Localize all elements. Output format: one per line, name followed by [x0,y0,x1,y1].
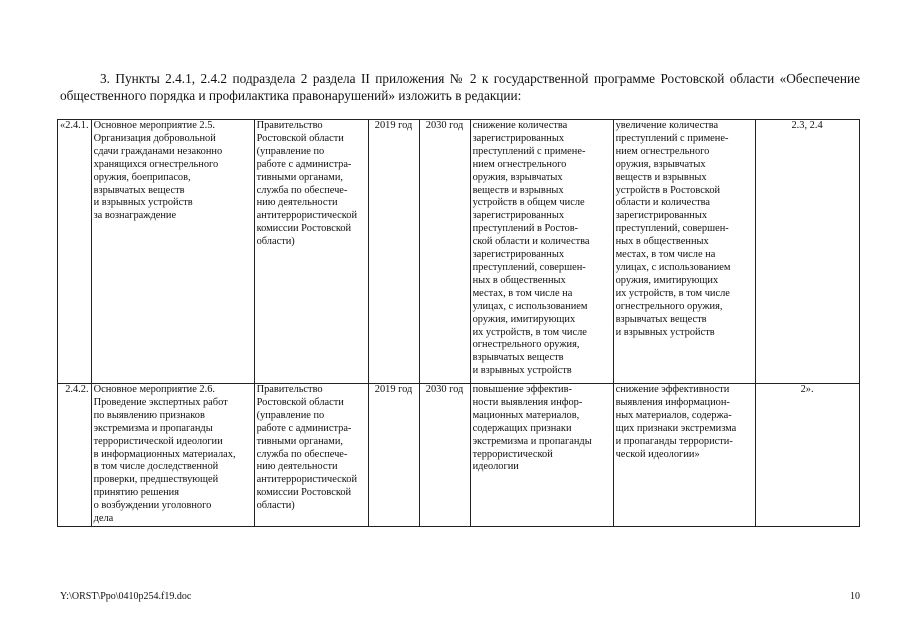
start-year: 2019 год [368,384,419,527]
consequences: увеличение количества преступлений с примене- нием огнестрельного оружия, взрывчатых веществ и взрывных устройств в Ростовской области и количества зарегистрированных преступлений, совершен- ных в общественных местах, в том числе на улицах, с использованием оружия, имитирующих их устройств, в том числе огнестрельного оружия, взрывчатых веществ и взрывных устройств [613,120,755,384]
start-year: 2019 год [368,120,419,384]
executor: Правительство Ростовской области (управление по работе с администра- тивными органами, служба по обеспече- нию деятельности антитеррористической комиссии Ростовской области) [254,384,368,527]
end-year: 2030 год [419,384,470,527]
page-number: 10 [850,591,860,602]
row-number: «2.4.1. [58,120,92,384]
measure-name: Основное мероприятие 2.5. Организация добровольной сдачи гражданами незаконно хранящихся огнестрельного оружия, боеприпасов, взрывчатых веществ и взрывных устройств за вознаграждение [91,120,254,384]
intro-paragraph [60,70,860,104]
indicator-ref: 2.3, 2.4 [755,120,859,384]
executor: Правительство Ростовской области (управление по работе с администра- тивными органами, служба по обеспече- нию деятельности антитеррористической комиссии Ростовской области) [254,120,368,384]
table-row [58,120,860,384]
expected-result: повышение эффектив- ности выявления инфор- мационных материалов, содержащих признаки экстремизма и пропаганды террористической идеологии [470,384,613,527]
consequences: снижение эффективности выявления информацион- ных материалов, содержа- щих признаки экстремизма и пропаганды террористи- ческой идеологии» [613,384,755,527]
measure-name: Основное мероприятие 2.6. Проведение экспертных работ по выявлению признаков экстремизма и пропаганды террористической идеологии в информационных материалах, в том числе доследственной проверки, предшествующей принятию решения о возбуждении уголовного дела [91,384,254,527]
file-path: Y:\ORST\Ppo\0410p254.f19.doc [60,591,192,602]
end-year: 2030 год [419,120,470,384]
indicator-ref: 2». [755,384,859,527]
table-row [58,384,860,527]
intro-text: 3. Пункты 2.4.1, 2.4.2 подраздела 2 раздела II приложения № 2 к государственной программе Ростовской области «Обеспечение общественного порядка и профилактика правонарушений» изложить в редакции: [60,71,860,103]
measures-table [57,119,860,527]
row-number: 2.4.2. [58,384,92,527]
expected-result: снижение количества зарегистрированных преступлений с примене- нием огнестрельного оружия, взрывчатых веществ и взрывных устройств в общем числе зарегистрированных преступлений в Ростов- ской области и количества зарегистрированных преступлений, совершен- ных в общественных местах, в том числе на улицах, с использованием оружия, имитирующих их устройств, в том числе огнестрельного оружия, взрывчатых веществ и взрывных устройств [470,120,613,384]
